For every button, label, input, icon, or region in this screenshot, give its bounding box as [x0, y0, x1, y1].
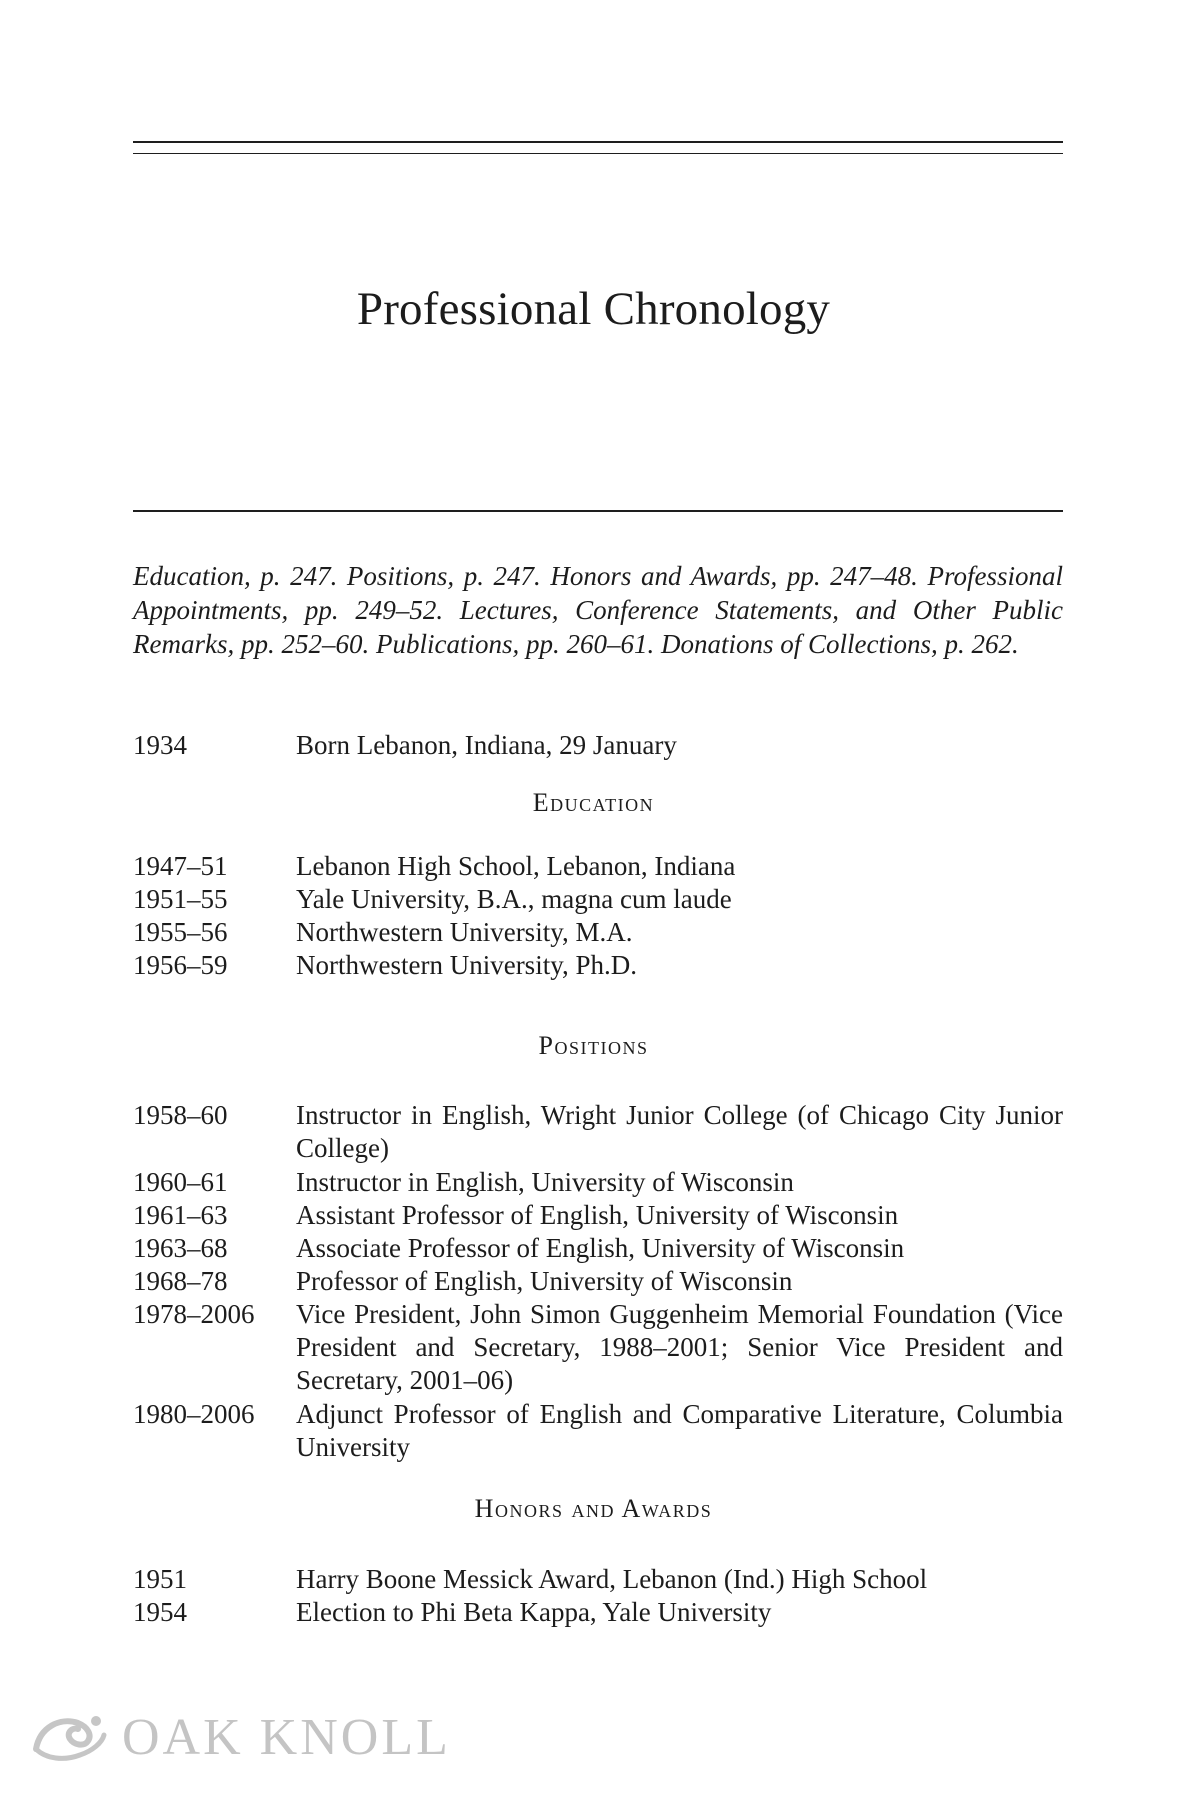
entry-year: 1934 — [133, 730, 187, 760]
chronology-entry — [133, 1298, 1063, 1397]
entry-text: Adjunct Professor of English and Comparative Literature, Columbia University — [296, 1399, 1063, 1462]
chronology-entry — [133, 1166, 1063, 1199]
watermark-text: OAK KNOLL — [122, 1709, 451, 1766]
entry-year: 1978–2006 — [133, 1299, 255, 1329]
entry-year: 1980–2006 — [133, 1399, 255, 1429]
entry-year: 1956–59 — [133, 950, 228, 980]
entry-year: 1958–60 — [133, 1100, 228, 1130]
entry-text: Election to Phi Beta Kappa, Yale University — [296, 1597, 772, 1627]
chronology-entry-birth — [133, 729, 1063, 762]
entry-text: Instructor in English, University of Wisconsin — [296, 1167, 794, 1197]
chronology-entry — [133, 1265, 1063, 1298]
entry-text: Assistant Professor of English, University of Wisconsin — [296, 1200, 899, 1230]
entry-year: 1960–61 — [133, 1167, 228, 1197]
section-index-text: Education, p. 247. Positions, p. 247. Honors and Awards, pp. 247–48. Professional Appointments, pp. 249–52. Lectures, Conference Statements, and Other Public Remarks, pp. 252–60. Publications, pp. 260–61. Donations of Collections, p. 262. — [133, 561, 1063, 659]
entry-text: Professor of English, University of Wisconsin — [296, 1266, 793, 1296]
entry-year: 1954 — [133, 1597, 187, 1627]
section-heading-positions: Positions — [538, 1031, 649, 1060]
chronology-entry — [133, 883, 1063, 916]
oak-knoll-watermark — [30, 1708, 451, 1767]
entry-year: 1955–56 — [133, 917, 228, 947]
page-title: Professional Chronology — [356, 283, 831, 335]
entry-text: Northwestern University, Ph.D. — [296, 950, 637, 980]
entry-year: 1963–68 — [133, 1233, 228, 1263]
entry-text: Associate Professor of English, University of Wisconsin — [296, 1233, 905, 1263]
entry-text: Vice President, John Simon Guggenheim Memorial Foundation (Vice President and Secretary, 1988–2001; Senior Vice President and Secretary, 2001–06) — [296, 1299, 1063, 1395]
chronology-entry — [133, 850, 1063, 883]
entry-text: Yale University, B.A., magna cum laude — [296, 884, 732, 914]
chronology-entry — [133, 1398, 1063, 1464]
oak-knoll-logo-icon — [30, 1709, 110, 1767]
chronology-entry — [133, 949, 1063, 982]
entry-year: 1968–78 — [133, 1266, 228, 1296]
top-rule-thin — [133, 153, 1063, 154]
section-heading-honors: Honors and Awards — [474, 1494, 713, 1523]
chronology-entry — [133, 1596, 1063, 1629]
section-heading-education: Education — [532, 788, 655, 817]
top-rule — [133, 141, 1063, 143]
entry-year: 1961–63 — [133, 1200, 228, 1230]
chronology-entry — [133, 1199, 1063, 1232]
chronology-entry — [133, 1232, 1063, 1265]
chronology-entry — [133, 916, 1063, 949]
entry-text: Northwestern University, M.A. — [296, 917, 633, 947]
entry-text: Born Lebanon, Indiana, 29 January — [296, 730, 677, 760]
entry-year: 1947–51 — [133, 851, 228, 881]
chronology-entry — [133, 1563, 1063, 1596]
entry-year: 1951–55 — [133, 884, 228, 914]
entry-text: Harry Boone Messick Award, Lebanon (Ind.) High School — [296, 1564, 928, 1594]
title-rule — [133, 510, 1063, 512]
entry-year: 1951 — [133, 1564, 187, 1594]
chronology-entry — [133, 1099, 1063, 1165]
entry-text: Lebanon High School, Lebanon, Indiana — [296, 851, 736, 881]
entry-text: Instructor in English, Wright Junior College (of Chicago City Junior College) — [296, 1100, 1063, 1163]
